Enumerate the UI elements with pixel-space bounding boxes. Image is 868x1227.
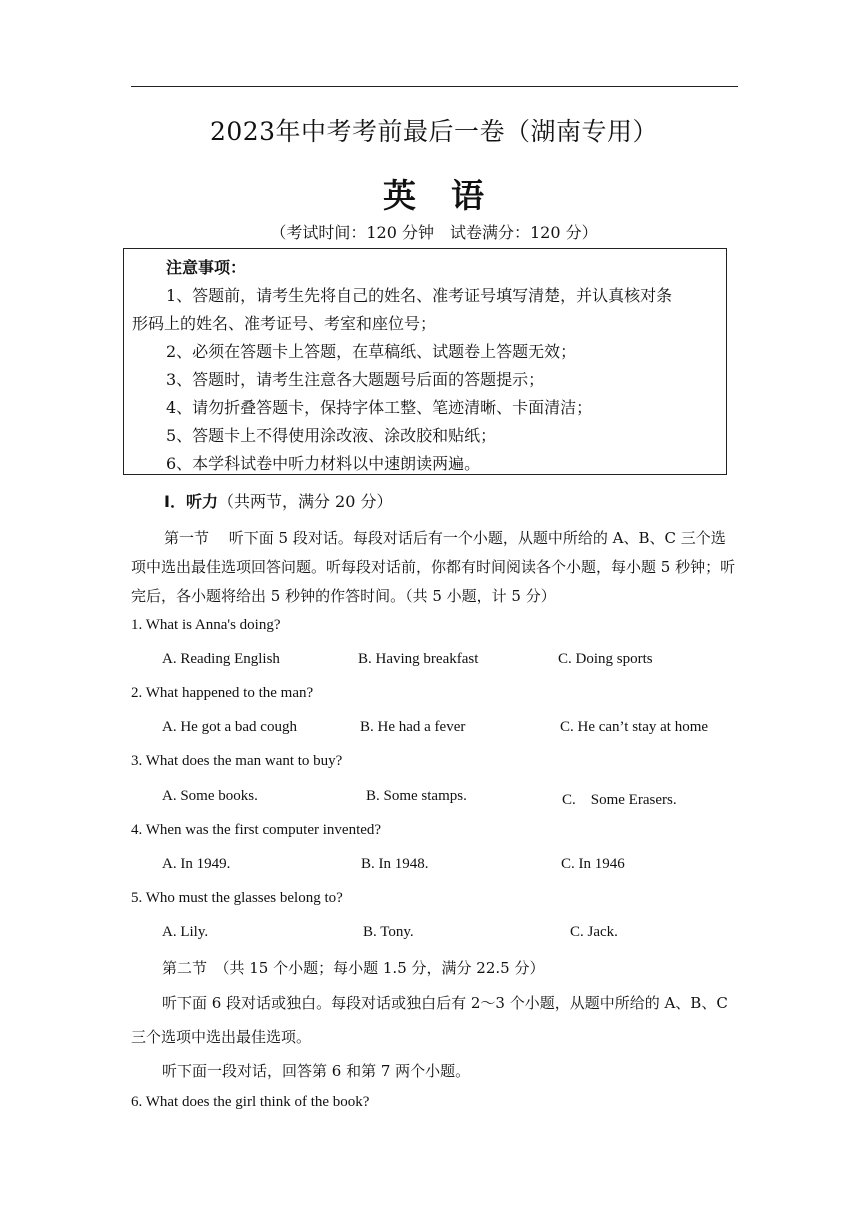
header-rule (131, 86, 738, 87)
notice-item: 4、请勿折叠答题卡，保持字体工整、笔迹清晰、卡面清洁； (166, 398, 593, 417)
exam-title: 2023年中考考前最后一卷（湖南专用） (209, 117, 659, 146)
question-5-option-a: A. Lily. (162, 924, 209, 940)
subject-char-2: 语 (451, 176, 485, 215)
notice-item: 2、必须在答题卡上答题，在草稿纸、试题卷上答题无效； (166, 342, 577, 361)
question-4: 4. When was the first computer invented? (131, 822, 382, 838)
question-4-option-c: C. In 1946 (561, 856, 625, 872)
part1-instructions-line: 项中选出最佳选项回答问题。听每段对话前，你都有时间阅读各个小题，每小题 5 秒钟；听 (131, 558, 736, 576)
question-2: 2. What happened to the man? (131, 685, 314, 701)
question-3: 3. What does the man want to buy? (131, 753, 343, 769)
question-3-option-b: B. Some stamps. (366, 788, 467, 804)
question-4-option-a: A. In 1949. (162, 856, 231, 872)
question-2-option-a: A. He got a bad cough (162, 719, 297, 735)
part1-instructions-line: 第一节 听下面 5 段对话。每段对话后有一个小题，从题中所给的 A、B、C 三个选 (164, 529, 726, 547)
question-1-option-c: C. Doing sports (558, 651, 653, 667)
exam-info: （考试时间：120 分钟 试卷满分：120 分） (270, 223, 598, 242)
subject-title (0, 170, 868, 217)
part2-heading: 第二节 （共 15 个小题；每小题 1.5 分，满分 22.5 分） (162, 959, 545, 977)
question-1-option-a: A. Reading English (162, 651, 280, 667)
question-4-option-b: B. In 1948. (361, 856, 429, 872)
notice-box (123, 248, 727, 475)
question-1: 1. What is Anna's doing? (131, 617, 281, 633)
question-3-option-a: A. Some books. (162, 788, 258, 804)
section-heading-label: I．听力 (164, 492, 218, 511)
question-3-option-c: C. Some Erasers. (562, 792, 677, 808)
part2-sub-instruction: 听下面一段对话，回答第 6 和第 7 两个小题。 (162, 1062, 471, 1080)
question-5: 5. Who must the glasses belong to? (131, 890, 343, 906)
section-heading-listening (164, 489, 393, 512)
question-5-option-b: B. Tony. (363, 924, 414, 940)
notice-item: 1、答题前，请考生先将自己的姓名、准考证号填写清楚，并认真核对条 (166, 286, 673, 305)
question-2-option-b: B. He had a fever (360, 719, 466, 735)
part1-instructions-line: 完后，各小题将给出 5 秒钟的作答时间。（共 5 小题，计 5 分） (131, 587, 556, 605)
notice-item: 3、答题时，请考生注意各大题题号后面的答题提示； (166, 370, 545, 389)
question-5-option-c: C. Jack. (570, 924, 618, 940)
notice-item: 6、本学科试卷中听力材料以中速朗读两遍。 (166, 454, 481, 473)
notice-item: 5、答题卡上不得使用涂改液、涂改胶和贴纸； (166, 426, 497, 445)
notice-title: 注意事项： (166, 258, 247, 277)
part2-instructions-line: 三个选项中选出最佳选项。 (131, 1028, 312, 1046)
question-6: 6. What does the girl think of the book? (131, 1094, 370, 1110)
question-2-option-c: C. He can’t stay at home (560, 719, 709, 735)
subject-char-1: 英 (383, 176, 417, 215)
part2-instructions-line: 听下面 6 段对话或独白。每段对话或独白后有 2～3 个小题，从题中所给的 A、B、C (162, 994, 728, 1012)
notice-item: 形码上的姓名、准考证号、考室和座位号； (132, 314, 437, 333)
section-heading-detail: （共两节，满分 20 分） (217, 492, 393, 511)
question-1-option-b: B. Having breakfast (358, 651, 479, 667)
